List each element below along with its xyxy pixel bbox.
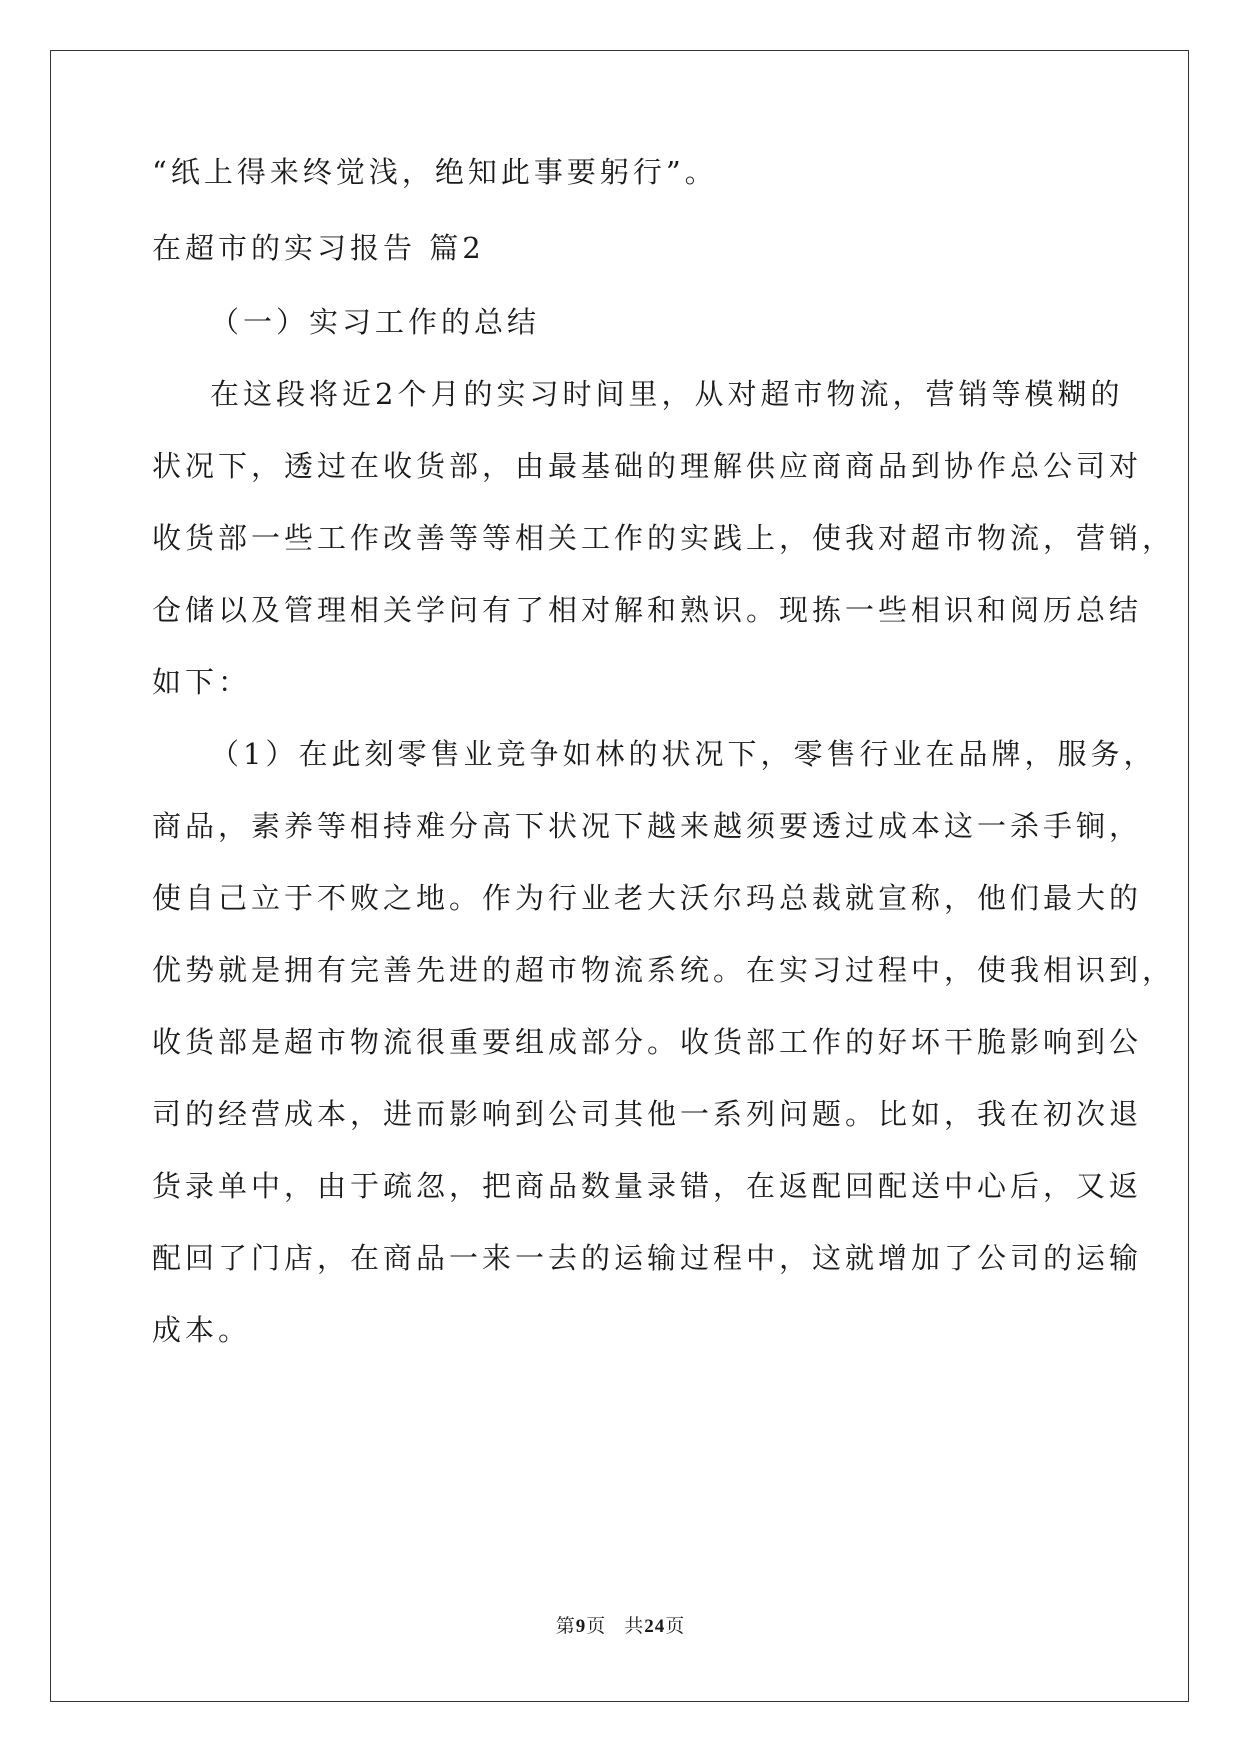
paragraph-line: 收货部是超市物流很重要组成部分。收货部工作的好坏干脆影响到公 xyxy=(152,1025,1143,1059)
page-footer xyxy=(0,1611,1241,1638)
paragraph-line: 收货部一些工作改善等等相关工作的实践上，使我对超市物流，营销， xyxy=(152,521,1176,555)
paragraph-line: 使自己立于不败之地。作为行业老大沃尔玛总裁就宣称，他们最大的 xyxy=(152,881,1143,915)
page-total: 24 xyxy=(644,1616,666,1637)
paragraph-line: 司的经营成本，进而影响到公司其他一系列问题。比如，我在初次退 xyxy=(152,1097,1143,1131)
page-prefix: 第 xyxy=(555,1616,576,1637)
paragraph-line: 在这段将近2个月的实习时间里，从对超市物流，营销等模糊的 xyxy=(210,377,1124,411)
page-number: 9 xyxy=(575,1616,587,1637)
paragraph-line: 如下： xyxy=(152,665,252,699)
paragraph-line: 仓储以及管理相关学问有了相对解和熟识。现拣一些相识和阅历总结 xyxy=(152,593,1143,627)
paragraph-line: 货录单中，由于疏忽，把商品数量录错，在返配回配送中心后，又返 xyxy=(152,1169,1143,1203)
paragraph-line: 状况下，透过在收货部，由最基础的理解供应商商品到协作总公司对 xyxy=(152,449,1143,483)
page-border xyxy=(50,50,1189,1702)
total-prefix: 共 xyxy=(624,1616,645,1637)
paragraph-line: 成本。 xyxy=(152,1313,252,1347)
paragraph-line: 商品，素养等相持难分高下状况下越来越须要透过成本这一杀手锏， xyxy=(152,809,1143,843)
total-suffix: 页 xyxy=(665,1616,686,1637)
subsection-heading: （一）实习工作的总结 xyxy=(210,305,541,339)
quote-line: “纸上得来终觉浅，绝知此事要躬行”。 xyxy=(152,155,718,189)
paragraph-line: 优势就是拥有完善先进的超市物流系统。在实习过程中，使我相识到， xyxy=(152,953,1176,987)
paragraph-line: 配回了门店，在商品一来一去的运输过程中，这就增加了公司的运输 xyxy=(152,1241,1143,1275)
page-suffix: 页 xyxy=(586,1616,607,1637)
paragraph-line: （1）在此刻零售业竞争如林的状况下，零售行业在品牌，服务， xyxy=(210,737,1157,771)
section-heading: 在超市的实习报告 篇2 xyxy=(152,231,485,265)
